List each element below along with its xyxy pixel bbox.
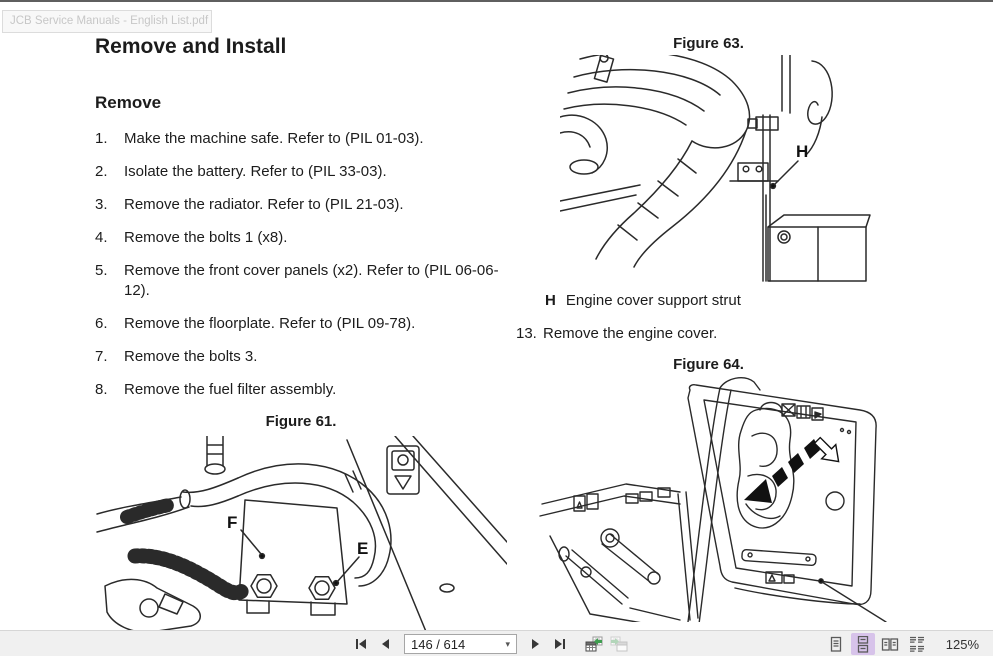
figure-63-illustration xyxy=(560,55,890,286)
list-item xyxy=(95,347,507,367)
facing-continuous-icon xyxy=(908,636,926,653)
figure-63-legend xyxy=(545,291,990,311)
facing-pages-view-button[interactable] xyxy=(878,633,902,655)
first-page-icon xyxy=(353,636,369,652)
previous-page-icon xyxy=(378,636,394,652)
step-list xyxy=(95,129,507,400)
next-page-button[interactable] xyxy=(524,633,546,655)
figure-64-illustration xyxy=(530,376,990,622)
last-page-icon xyxy=(552,636,568,652)
next-view-icon xyxy=(609,635,629,653)
previous-page-button[interactable] xyxy=(375,633,397,655)
page-number-combobox[interactable] xyxy=(404,634,517,654)
list-item xyxy=(95,228,507,248)
figure-61-label-e: E xyxy=(357,539,369,558)
page-navigation-group xyxy=(350,631,630,656)
page-indicator: 146 / 614 xyxy=(411,636,466,652)
bottom-toolbar xyxy=(0,630,993,656)
figure-64-caption: Figure 64. xyxy=(673,356,744,373)
page-left-column xyxy=(95,35,507,634)
step-number: 2. xyxy=(95,163,108,180)
step-number: 6. xyxy=(95,315,108,332)
step-number: 5. xyxy=(95,262,108,279)
step-text: Remove the bolts 3. xyxy=(124,348,258,365)
list-item xyxy=(95,380,507,400)
figure-63-label-h: H xyxy=(796,142,809,161)
next-page-icon xyxy=(527,636,543,652)
legend-key-h: H xyxy=(545,292,556,309)
previous-view-button[interactable] xyxy=(583,633,605,655)
step-number: 1. xyxy=(95,130,108,147)
step-text: Remove the bolts 1 (x8). xyxy=(124,229,288,246)
figure-61-caption: Figure 61. xyxy=(265,413,337,430)
legend-text-h: Engine cover support strut xyxy=(565,292,741,309)
step-number: 7. xyxy=(95,348,108,365)
last-page-button[interactable] xyxy=(549,633,571,655)
step-number: 3. xyxy=(95,196,108,213)
list-item xyxy=(95,129,507,149)
section-heading: Remove xyxy=(95,93,162,112)
previous-view-icon xyxy=(584,635,604,653)
figure-61-label-f: F xyxy=(227,513,238,532)
first-page-button[interactable] xyxy=(350,633,372,655)
figure-63-caption: Figure 63. xyxy=(673,35,744,52)
next-view-button[interactable] xyxy=(608,633,630,655)
single-page-view-button[interactable] xyxy=(824,633,848,655)
figure-61-illustration xyxy=(95,436,507,634)
zoom-level[interactable]: 125% xyxy=(945,636,979,652)
window-top-border xyxy=(0,0,993,2)
step-text: Remove the fuel filter assembly. xyxy=(124,381,337,398)
single-page-icon xyxy=(827,636,845,653)
removal-arrow xyxy=(744,439,820,503)
continuous-view-button[interactable] xyxy=(851,633,875,655)
step-text: Remove the radiator. Refer to (PIL 21-03). xyxy=(124,196,404,213)
continuous-view-icon xyxy=(854,636,872,653)
step-number: 4. xyxy=(95,229,108,246)
page-title: Remove and Install xyxy=(95,35,287,58)
facing-continuous-view-button[interactable] xyxy=(905,633,929,655)
list-item xyxy=(95,261,507,301)
step-number: 13. xyxy=(516,325,537,342)
step-text: Remove the floorplate. Refer to (PIL 09-78). xyxy=(124,315,416,332)
step-text: Isolate the battery. Refer to (PIL 33-03). xyxy=(124,163,387,180)
page-right-column xyxy=(516,35,990,622)
step-text: Remove the engine cover. xyxy=(543,325,718,342)
page-layout-group xyxy=(824,631,979,656)
chevron-down-icon: ▾ xyxy=(505,638,510,649)
list-item xyxy=(95,162,507,182)
step-number: 8. xyxy=(95,381,108,398)
step-text: Remove the front cover panels (x2). Refer to (PIL 06-06-12). xyxy=(124,262,499,299)
facing-pages-icon xyxy=(881,636,899,653)
list-item xyxy=(516,324,990,344)
step-text: Make the machine safe. Refer to (PIL 01-03). xyxy=(124,130,424,147)
list-item xyxy=(95,195,507,215)
document-tab[interactable]: JCB Service Manuals - English List.pdf xyxy=(2,10,212,33)
list-item xyxy=(95,314,507,334)
